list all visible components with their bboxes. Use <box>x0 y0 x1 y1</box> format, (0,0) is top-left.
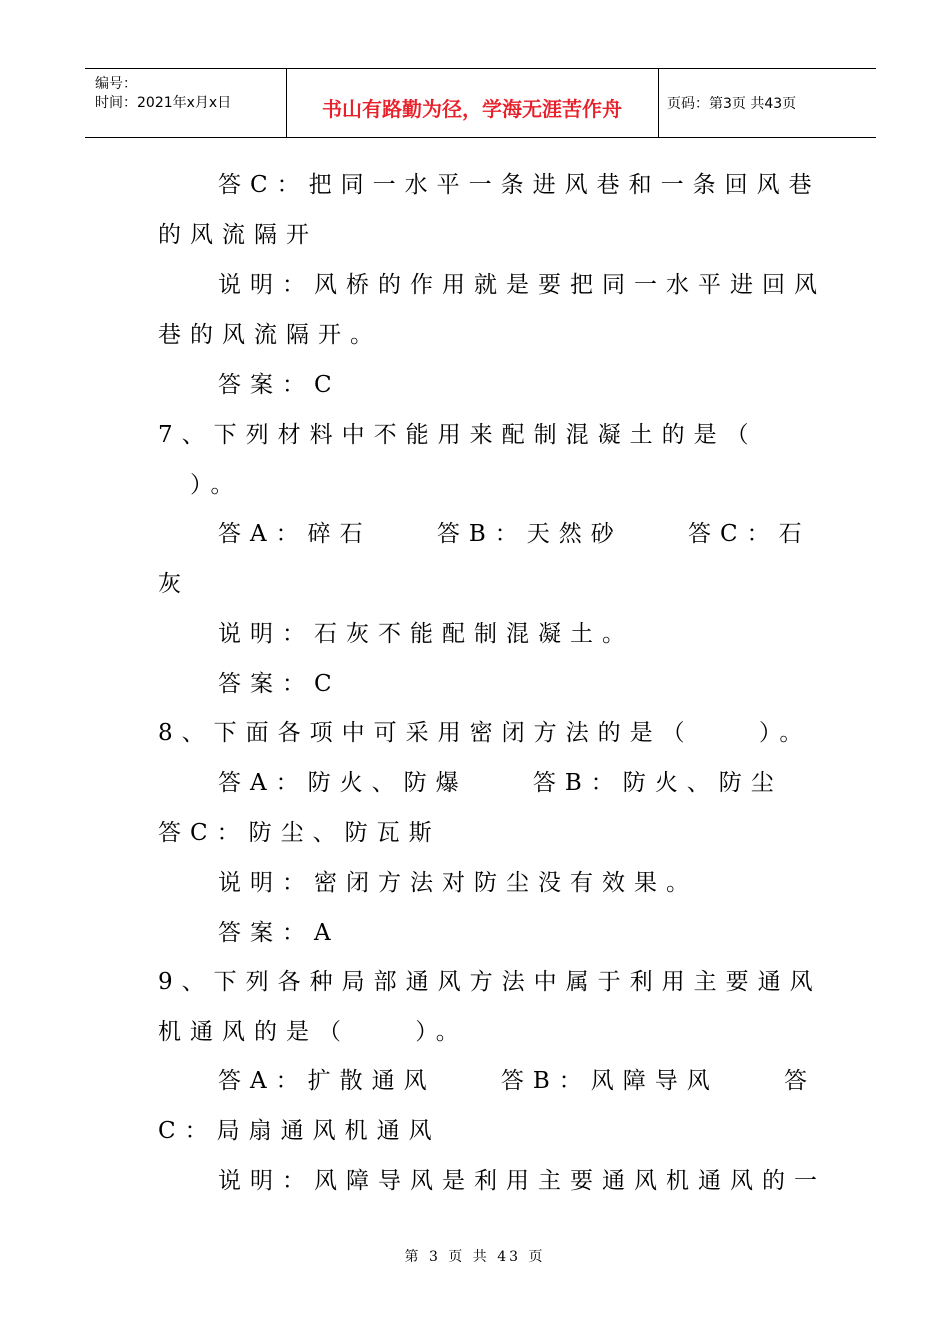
text-line: 说明：石灰不能配制混凝土。 <box>218 621 634 647</box>
text-line: 说明：密闭方法对防尘没有效果。 <box>218 870 698 896</box>
text-line: 9、下列各种局部通风方法中属于利用主要通风 <box>158 969 822 995</box>
header-meta-cell <box>85 69 287 137</box>
text-line: 答A：扩散通风 答B：风障导风 答 <box>218 1068 816 1094</box>
text-line: 答案：A <box>218 920 340 946</box>
text-line: 8、下面各项中可采用密闭方法的是（ ）。 <box>158 720 812 746</box>
number-label: 编号： <box>95 76 137 92</box>
header-page-cell <box>659 69 876 137</box>
text-line: 答案：C <box>218 372 341 398</box>
text-line: 答C：防尘、防瓦斯 <box>158 820 441 846</box>
text-line: 的风流隔开 <box>158 222 318 248</box>
text-line: 说明：风障导风是利用主要通风机通风的一 <box>218 1168 826 1194</box>
text-line: ）。 <box>190 472 243 498</box>
text-line: 机通风的是（ ）。 <box>158 1019 468 1045</box>
time-line: 时间：2021年x月x日 <box>95 95 232 111</box>
text-line: 答A：防火、防爆 答B：防火、防尘 <box>218 770 783 796</box>
text-line: 答A：碎石 答B：天然砂 答C：石 <box>218 521 811 547</box>
text-line: 答案：C <box>218 671 341 697</box>
text-line: 说明：风桥的作用就是要把同一水平进回风 <box>218 272 826 298</box>
text-line: 灰 <box>158 571 190 597</box>
text-line: 7、下列材料中不能用来配制混凝土的是（ <box>158 422 758 448</box>
header-motto-cell <box>286 69 659 137</box>
text-line: C：局扇通风机通风 <box>158 1118 441 1144</box>
motto: 书山有路勤为径，学海无涯苦作舟 <box>322 97 622 121</box>
page-footer: 第 3 页 共 43 页 <box>404 1249 546 1265</box>
text-line: 答C：把同一水平一条进风巷和一条回风巷 <box>218 172 821 198</box>
page-info: 页码：第3页 共43页 <box>667 96 797 112</box>
page-header <box>85 68 876 138</box>
text-line: 巷的风流隔开。 <box>158 322 382 348</box>
